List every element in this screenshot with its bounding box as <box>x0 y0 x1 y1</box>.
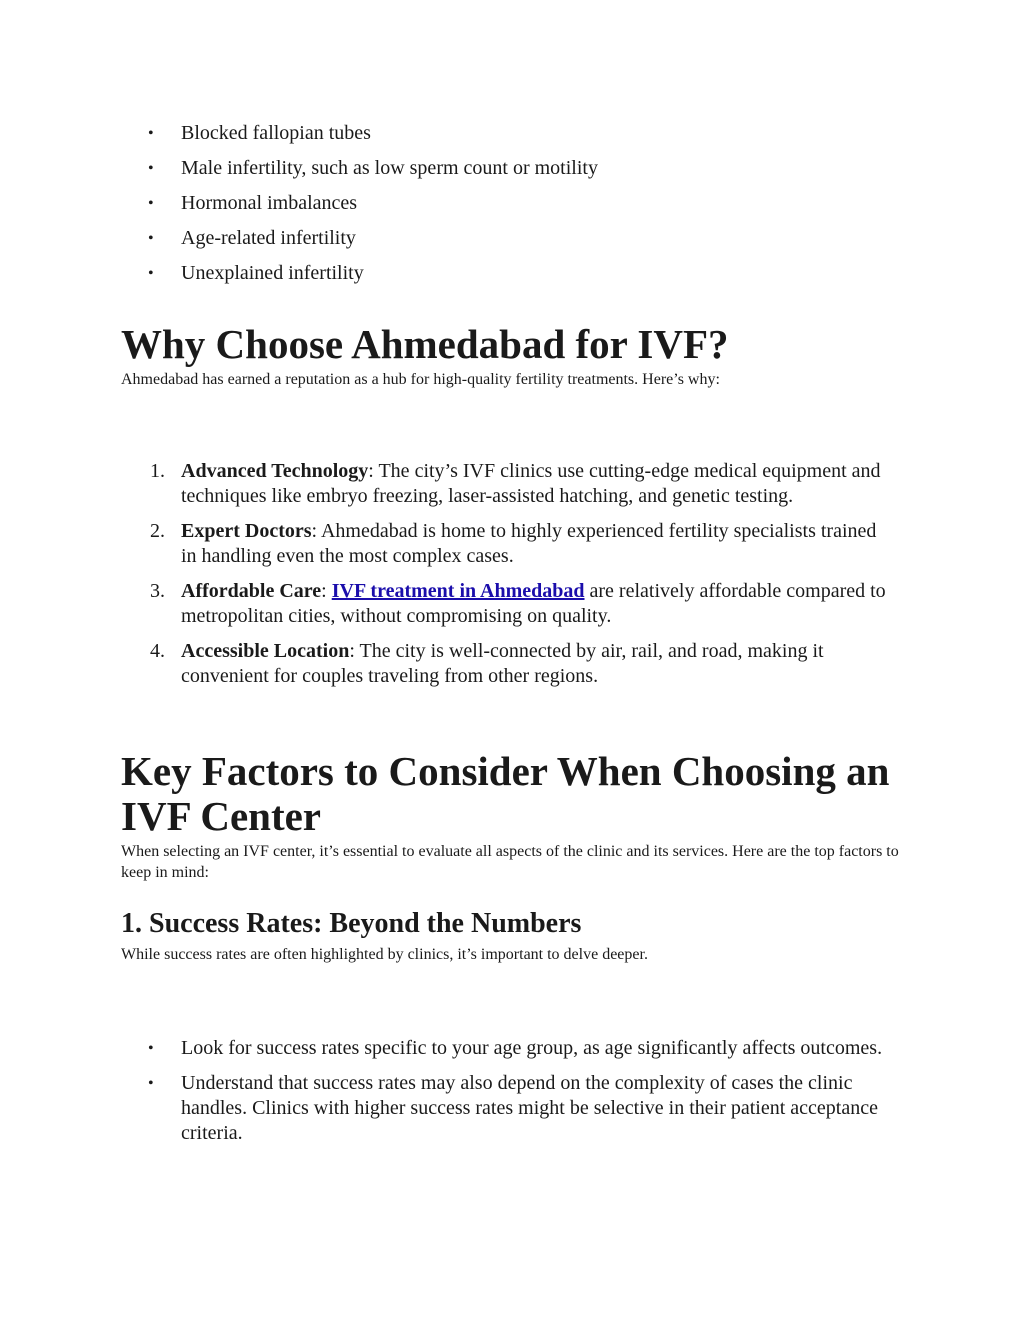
item-title: Affordable Care <box>181 580 322 602</box>
success-rates-intro: While success rates are often highlighted by clinics, it’s important to delve deeper. <box>121 946 648 963</box>
item-text: The city’s IVF clinics use cutting-edge medical equipment and techniques like embryo freezing, laser-assisted hatching, and genetic testing. <box>181 460 881 507</box>
success-rates-heading: 1. Success Rates: Beyond the Numbers <box>121 908 582 939</box>
infertility-causes-list <box>0 121 911 296</box>
list-number: 3. <box>150 580 165 602</box>
list-number: 4. <box>150 640 165 662</box>
item-text: are relatively affordable compared to metropolitan cities, without compromising on quality. <box>181 580 886 627</box>
list-item <box>0 579 891 629</box>
item-title: Advanced Technology <box>181 460 369 482</box>
item-text: Ahmedabad is home to highly experienced fertility specialists trained in handling even the most complex cases. <box>181 520 877 567</box>
item-separator: : <box>349 640 360 662</box>
key-factors-intro: When selecting an IVF center, it’s essential to evaluate all aspects of the clinic and its services. Here are the top factors to keep in mind: <box>121 843 899 881</box>
reasons-list <box>0 459 891 699</box>
key-factors-heading: Key Factors to Consider When Choosing an IVF Center <box>121 748 890 839</box>
list-item: • Hormonal imbalances <box>0 191 911 216</box>
item-separator: : <box>311 520 321 542</box>
list-number: 2. <box>150 520 165 542</box>
item-separator: : <box>368 460 379 482</box>
list-item <box>0 519 891 569</box>
list-item: • Age-related infertility <box>0 226 911 251</box>
list-item: • Understand that success rates may also depend on the complexity of cases the clinic handles. Clinics with higher success rates might be selective in their patient acceptance criteria. <box>0 1071 911 1146</box>
list-number: 1. <box>150 460 165 482</box>
item-separator: : <box>321 580 332 602</box>
item-title: Expert Doctors <box>181 520 312 542</box>
list-item <box>0 459 891 509</box>
why-ahmedabad-intro: Ahmedabad has earned a reputation as a hub for high-quality fertility treatments. Here’s why: <box>121 371 720 388</box>
item-text: The city is well-connected by air, rail, and road, making it convenient for couples traveling from other regions. <box>181 640 824 687</box>
list-item: • Blocked fallopian tubes <box>0 121 911 146</box>
list-item <box>0 639 891 689</box>
why-ahmedabad-heading: Why Choose Ahmedabad for IVF? <box>121 321 729 367</box>
ivf-treatment-link[interactable]: IVF treatment in Ahmedabad <box>331 580 585 602</box>
success-rates-list <box>0 1036 911 1156</box>
list-item: • Male infertility, such as low sperm count or motility <box>0 156 911 181</box>
list-item: • Unexplained infertility <box>0 261 911 286</box>
item-title: Accessible Location <box>181 640 350 662</box>
list-item: • Look for success rates specific to your age group, as age significantly affects outcomes. <box>0 1036 911 1061</box>
